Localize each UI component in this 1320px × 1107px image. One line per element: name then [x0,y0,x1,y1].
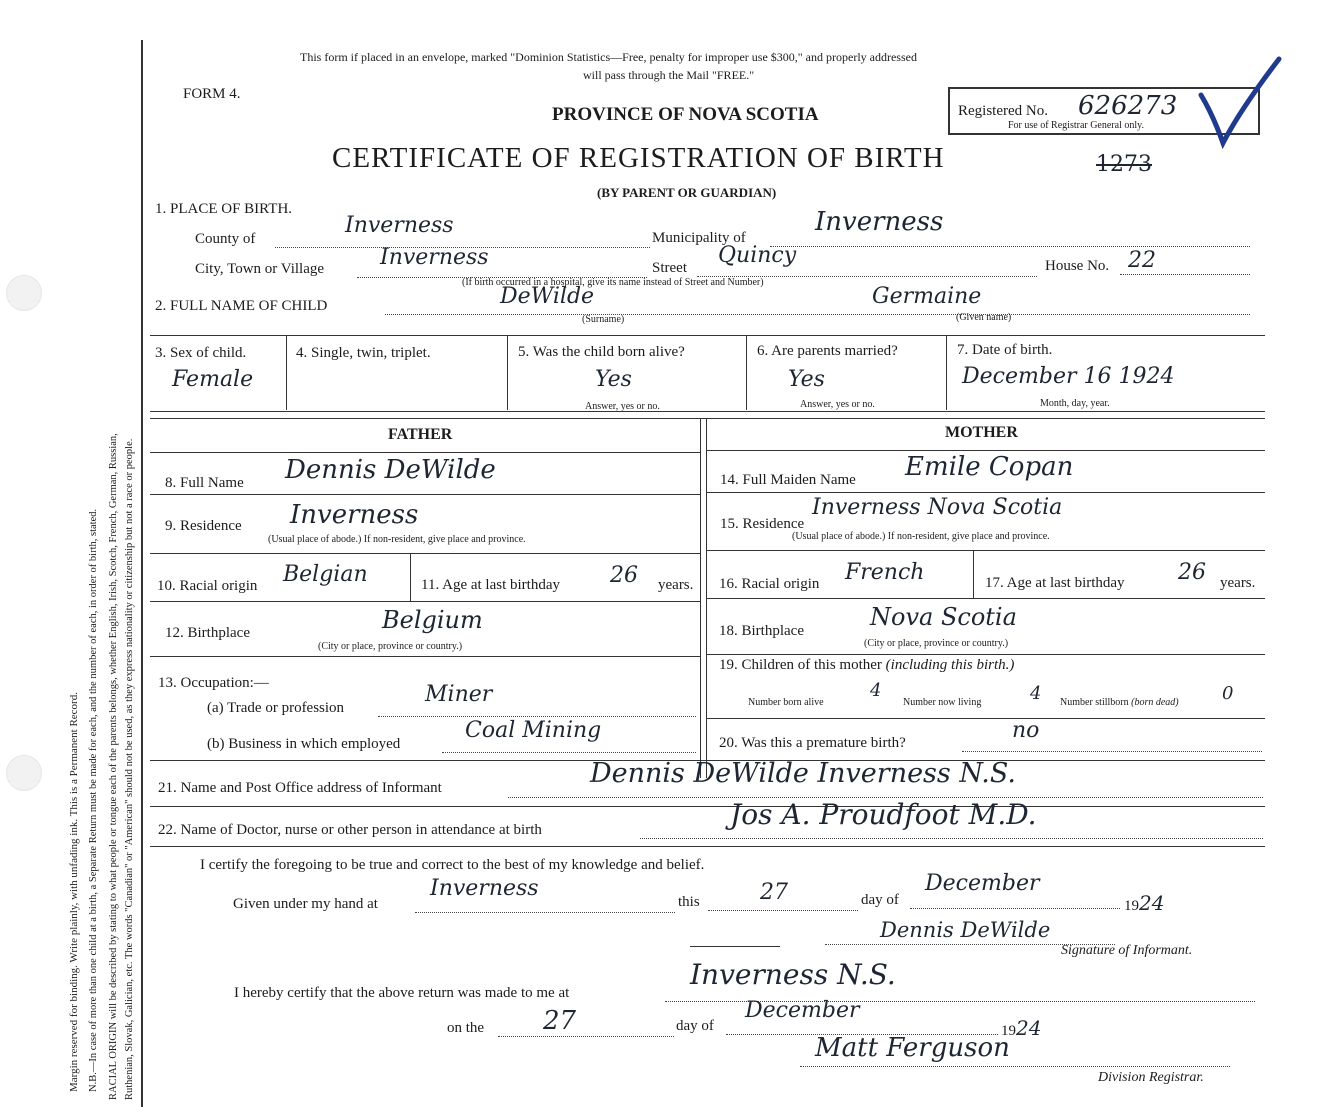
mother-name-label: 14. Full Maiden Name [720,472,856,488]
mother-racial-value: French [845,560,925,585]
born-alive-label: 5. Was the child born alive? [518,344,685,360]
municipality-label: Municipality of [652,230,746,246]
father-business-label: (b) Business in which employed [207,736,401,752]
child-surname: DeWilde [500,284,595,309]
registrar-dayof-label: day of [676,1018,714,1034]
given-day: 27 [760,880,788,905]
registrar-place: Inverness N.S. [690,958,896,991]
sex-value: Female [172,367,254,392]
mother-heading: MOTHER [945,424,1018,441]
mother-children-label: 19. Children of this mother (including this birth.) [719,657,1015,673]
now-living-label: Number now living [903,697,982,708]
certification-statement: I certify the foregoing to be true and correct to the best of my knowledge and belief. [200,857,705,873]
sex-label: 3. Sex of child. [155,345,247,361]
given-year: 1924 [1124,891,1165,915]
informant-value: Dennis DeWilde Inverness N.S. [590,758,1016,789]
form-number: FORM 4. [183,86,241,102]
premature-value: no [1012,718,1040,743]
mother-age-value: 26 [1178,560,1206,585]
father-birthplace-label: 12. Birthplace [165,625,250,641]
margin-border [141,40,143,1107]
father-residence-label: 9. Residence [165,518,242,534]
father-birthplace-value: Belgium [382,606,483,634]
mother-name-value: Emile Copan [905,452,1074,482]
parents-married-label: 6. Are parents married? [757,343,898,359]
surname-caption: (Surname) [582,314,625,325]
punch-hole [6,755,42,791]
county-label: County of [195,231,256,247]
registered-number: 626273 [1078,91,1178,121]
this-label: this [678,894,700,910]
father-trade-value: Miner [425,682,493,707]
born-alive-caption: Answer, yes or no. [585,401,660,412]
stillborn-label: Number stillborn (born dead) [1060,697,1179,708]
father-age-years: years. [658,577,694,593]
father-name-value: Dennis DeWilde [285,455,496,485]
parents-married-caption: Answer, yes or no. [800,399,875,410]
stillborn-value: 0 [1222,683,1234,704]
father-age-label: 11. Age at last birthday [421,577,560,593]
county-value: Inverness [345,213,454,238]
father-residence-value: Inverness [290,500,419,530]
doctor-value: Jos A. Proudfoot M.D. [730,798,1037,831]
margin-note-1: Margin reserved for binding. Write plainly, with unfading ink. This is a Permanent Record. [68,692,80,1092]
registrar-caption: Division Registrar. [1098,1070,1204,1085]
municipality-value: Inverness [815,207,944,237]
mother-residence-caption: (Usual place of abode.) If non-resident, give place and province. [792,531,1050,542]
house-number-label: House No. [1045,258,1110,274]
registered-label: Registered No. [958,103,1048,119]
on-the-label: on the [447,1020,485,1036]
informant-signature-caption: Signature of Informant. [1061,943,1193,958]
mother-birthplace-label: 18. Birthplace [719,623,804,639]
mother-birthplace-value: Nova Scotia [870,603,1017,631]
given-name-caption: (Given name) [956,312,1012,323]
street-label: Street [652,260,687,276]
date-of-birth-caption: Month, day, year. [1040,398,1110,409]
mother-residence-value: Inverness Nova Scotia [812,495,1063,520]
registrar-statement: I hereby certify that the above return was made to me at [234,985,570,1001]
date-of-birth-value: December 16 1924 [962,364,1175,389]
mother-birthplace-caption: (City or place, province or country.) [864,638,1009,649]
father-racial-label: 10. Racial origin [157,578,258,594]
registrar-signature: Matt Ferguson [815,1033,1010,1063]
informant-signature: Dennis DeWilde [880,918,1051,942]
child-name-label: 2. FULL NAME OF CHILD [155,298,328,314]
check-mark-icon [1195,55,1285,150]
given-at-label: Given under my hand at [233,896,378,912]
city-label: City, Town or Village [195,261,325,277]
premature-label: 20. Was this a premature birth? [719,735,906,751]
born-alive-value: Yes [595,367,632,392]
father-occupation-label: 13. Occupation:— [158,675,269,691]
registrar-month: December [745,998,860,1023]
given-dayof-label: day of [861,892,899,908]
father-residence-caption: (Usual place of abode.) If non-resident, give place and province. [268,534,526,545]
margin-note-2: N.B.—In case of more than one child at a birth, a Separate Return must be made for each, and the number of each, in order of birth, stated. [88,508,99,1092]
mail-notice-2: will pass through the Mail "FREE." [583,68,755,82]
hospital-note: (If birth occurred in a hospital, give its name instead of Street and Number) [462,277,764,288]
father-birthplace-caption: (City or place, province or country.) [318,641,463,652]
doctor-label: 22. Name of Doctor, nurse or other person in attendance at birth [158,822,542,838]
city-value: Inverness [380,245,489,270]
father-trade-label: (a) Trade or profession [207,700,345,716]
registrar-year: 1924 [1001,1016,1042,1040]
struck-number: 1273 [1096,152,1152,177]
binding-margin [0,0,142,1107]
certificate-subtitle: (BY PARENT OR GUARDIAN) [597,185,777,200]
mail-notice-1: This form if placed in an envelope, marked "Dominion Statistics—Free, penalty for improper use $300," and properly addressed [300,50,917,64]
parents-married-value: Yes [788,367,825,392]
father-heading: FATHER [388,426,453,443]
registrar-day: 27 [543,1006,577,1036]
father-name-label: 8. Full Name [165,475,244,491]
now-living-value: 4 [1030,683,1042,704]
born-alive-count-label: Number born alive [748,697,824,708]
child-given-name: Germaine [872,284,982,309]
margin-note-4: Ruthenian, Slovak, Galician, etc. The words "Canadian" or "American" should not be used, as they express nationality or citizenship but not a race or people. [124,438,135,1100]
house-number-value: 22 [1128,248,1156,273]
province-title: PROVINCE OF NOVA SCOTIA [552,104,819,125]
margin-note-3: RACIAL ORIGIN will be described by stating to what people or tongue each of the parents belongs, whether English, Irish, Scotch, French, German, Russian, [108,433,119,1100]
father-racial-value: Belgian [283,562,368,587]
date-of-birth-label: 7. Date of birth. [957,342,1053,358]
punch-hole [6,275,42,311]
mother-residence-label: 15. Residence [720,516,805,532]
mother-age-label: 17. Age at last birthday [985,575,1125,591]
father-age-value: 26 [610,563,638,588]
born-alive-count-value: 4 [870,680,882,701]
mother-racial-label: 16. Racial origin [719,576,820,592]
informant-label: 21. Name and Post Office address of Informant [158,780,442,796]
street-value: Quincy [718,243,797,268]
given-month: December [925,871,1040,896]
registrar-note: For use of Registrar General only. [1008,120,1144,131]
place-of-birth-label: 1. PLACE OF BIRTH. [155,201,293,217]
plurality-label: 4. Single, twin, triplet. [296,345,431,361]
given-at-place: Inverness [430,876,539,901]
certificate-title: CERTIFICATE OF REGISTRATION OF BIRTH [332,142,945,174]
father-business-value: Coal Mining [465,718,602,743]
mother-age-years: years. [1220,575,1256,591]
